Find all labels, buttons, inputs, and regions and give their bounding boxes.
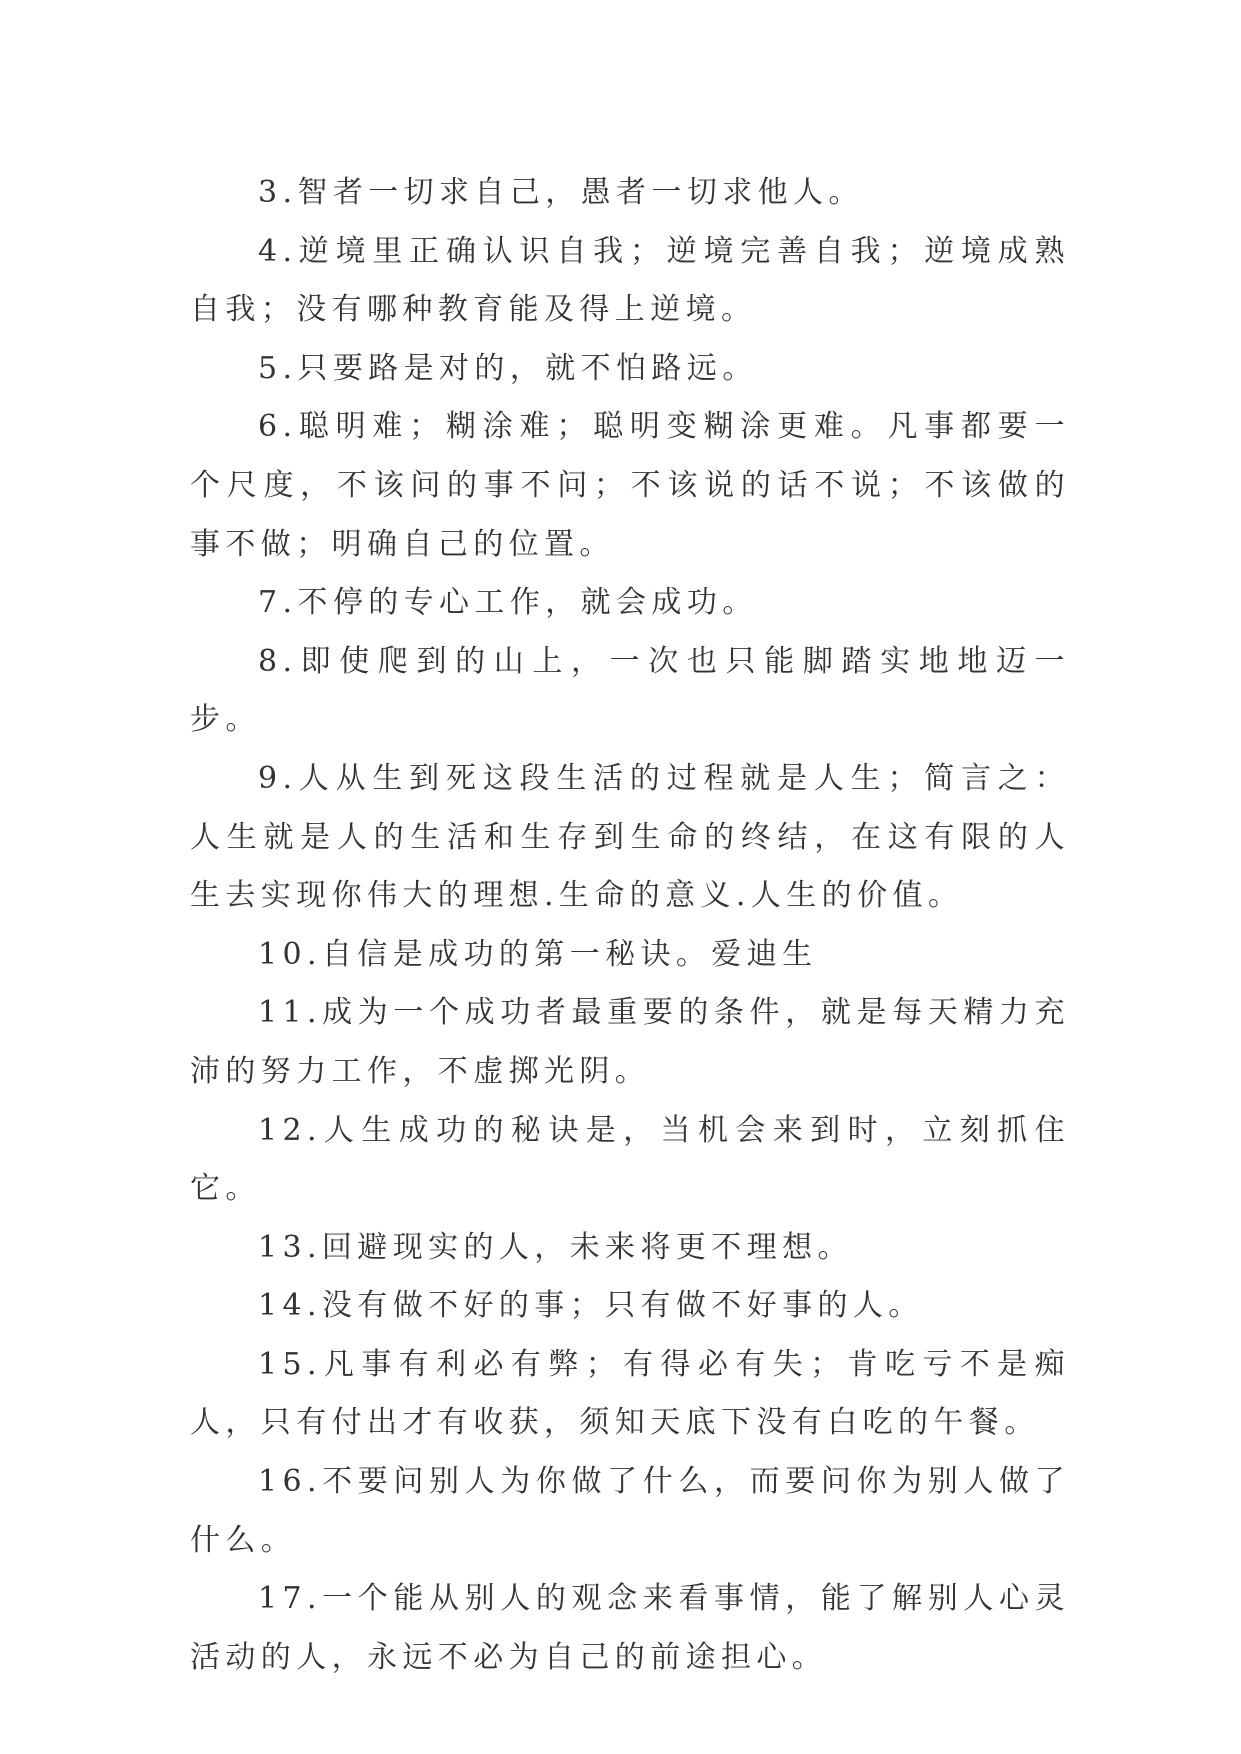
quote-paragraph-13: 13.回避现实的人，未来将更不理想。: [258, 1229, 853, 1265]
quote-paragraph-5: 5.只要路是对的，就不怕路远。: [258, 350, 758, 386]
quote-paragraph-8: 8.即使爬到的山上，一次也只能脚踏实地地迈一步。: [190, 643, 1070, 738]
quote-paragraph-16: 16.不要问别人为你做了什么，而要问你为别人做了什么。: [190, 1464, 1070, 1558]
document-body: [190, 164, 1070, 1687]
quote-paragraph-10: 10.自信是成功的第一秘诀。爱迪生: [258, 936, 818, 972]
quote-paragraph-4: 4.逆境里正确认识自我；逆境完善自我；逆境成熟自我；没有哪种教育能及得上逆境。: [190, 233, 1070, 328]
quote-paragraph-3: 3.智者一切求自己，愚者一切求他人。: [258, 175, 864, 210]
quote-paragraph-15: 15.凡事有利必有弊；有得必有失；肯吃亏不是痴人，只有付出才有收获，须知天底下没有白吃的午餐。: [190, 1346, 1070, 1441]
quote-paragraph-11: 11.成为一个成功者最重要的条件，就是每天精力充沛的努力工作，不虚掷光阴。: [190, 995, 1070, 1089]
quote-paragraph-6: 6.聪明难；糊涂难；聪明变糊涂更难。凡事都要一个尺度，不该问的事不问；不该说的话不说；不该做的事不做；明确自己的位置。: [190, 409, 1070, 562]
quote-paragraph-14: 14.没有做不好的事；只有做不好事的人。: [258, 1288, 924, 1324]
quote-paragraph-12: 12.人生成功的秘诀是，当机会来到时，立刻抓住它。: [190, 1112, 1070, 1207]
quote-paragraph-7: 7.不停的专心工作，就会成功。: [258, 585, 758, 621]
quote-paragraph-9: 9.人从生到死这段生活的过程就是人生；简言之：人生就是人的生活和生存到生命的终结，在这有限的人生去实现你伟大的理想.生命的意义.人生的价值。: [190, 760, 1070, 914]
quote-paragraph-17: 17.一个能从别人的观念来看事情，能了解别人心灵活动的人，永远不必为自己的前途担心。: [190, 1581, 1070, 1675]
